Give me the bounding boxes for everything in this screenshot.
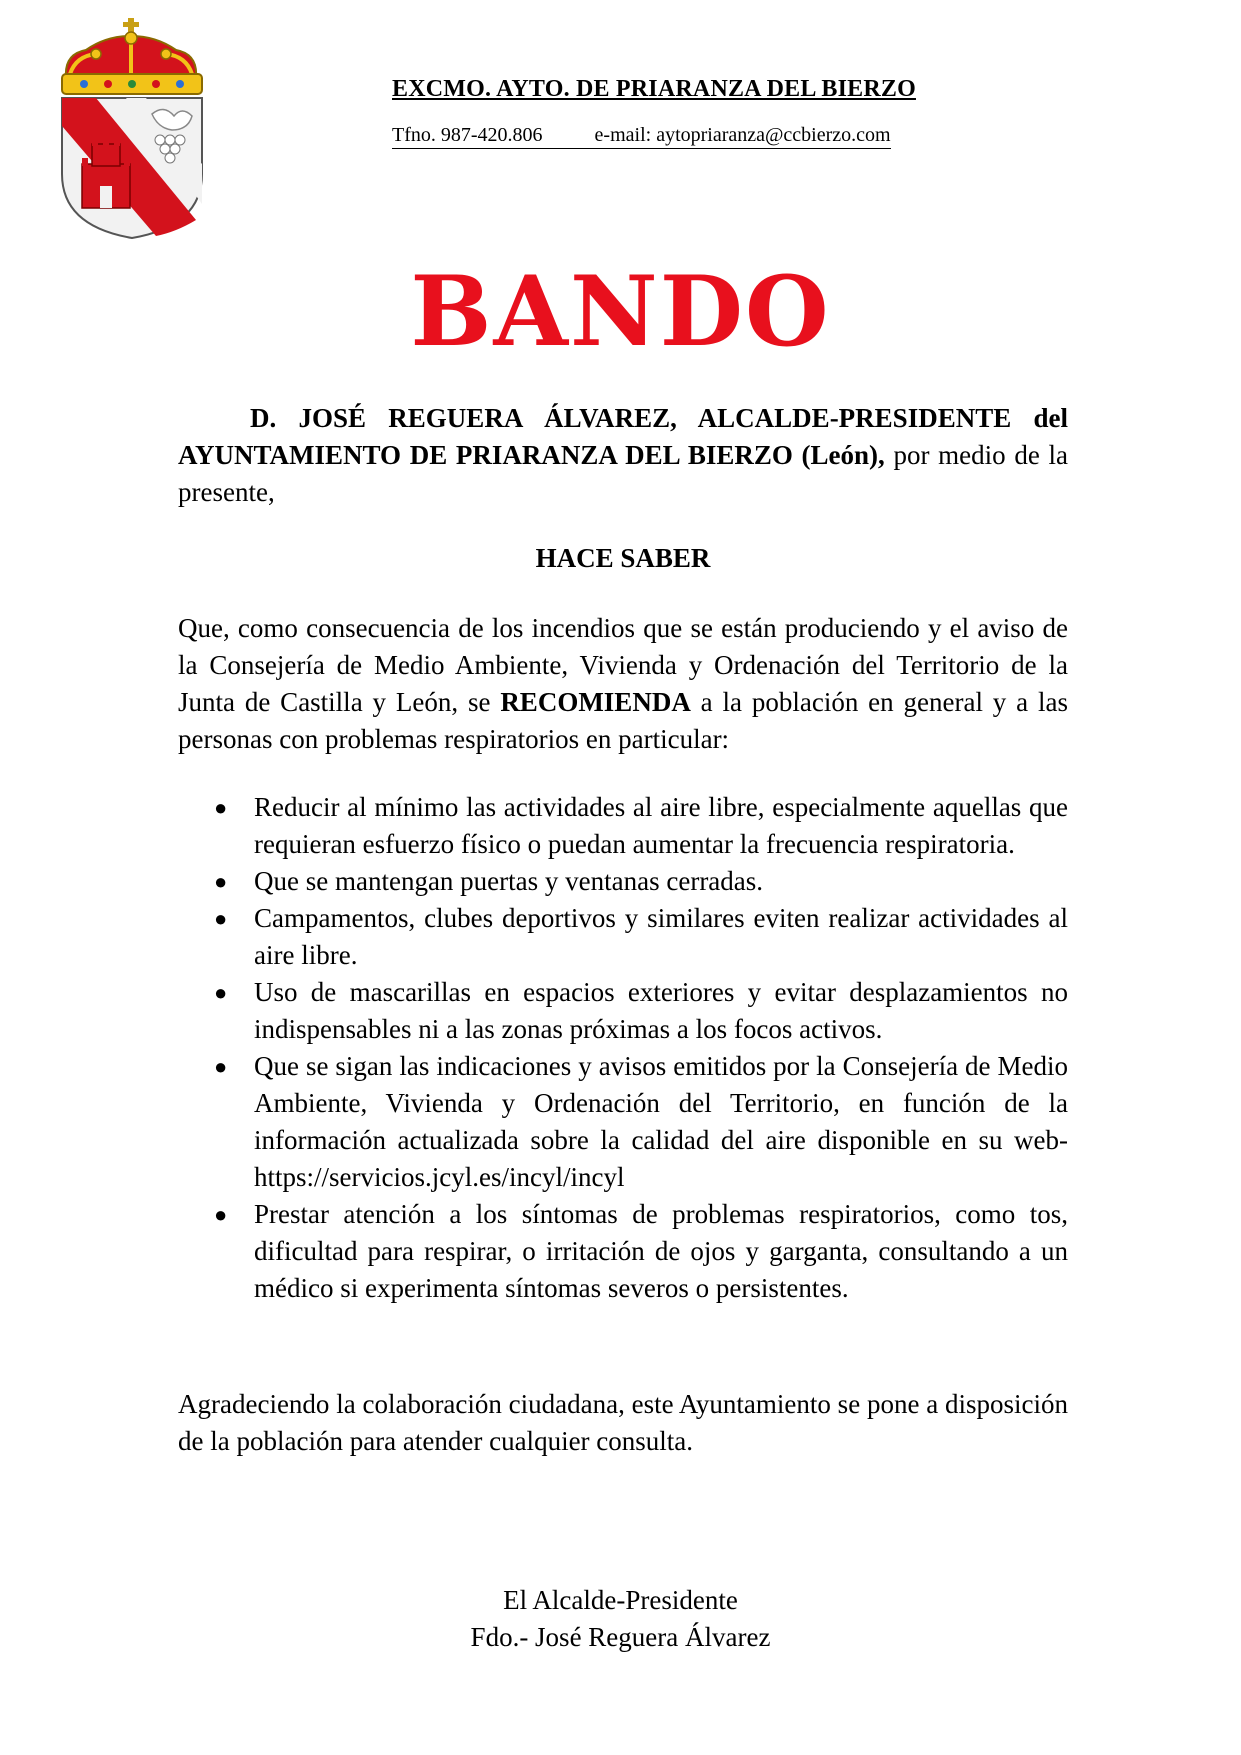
list-item-text: Que se mantengan puertas y ventanas cerradas. [254, 866, 764, 896]
body-paragraph [178, 610, 1068, 758]
bullet-icon: ● [214, 795, 228, 820]
body-part1: Que, como consecuencia de los incendios que se están produciendo y el aviso de la Consejería de Medio Ambiente, Vivienda y Ordenación del Territorio de la Junta de Castilla y León, se [178, 613, 1068, 717]
recommendation-list [178, 789, 1068, 1307]
bullet-icon: ● [214, 980, 228, 1005]
list-item-text: Uso de mascarillas en espacios exteriores y evitar desplazamientos no indispensables ni a las zonas próximas a los focos activos. [254, 977, 1068, 1044]
list-item [178, 1196, 1068, 1307]
list-item-text: Prestar atención a los síntomas de problemas respiratorios, como tos, dificultad para respirar, o irritación de ojos y garganta, consultando a un médico si experimenta síntomas severos o persistentes. [254, 1199, 1068, 1303]
list-item-text: Reducir al mínimo las actividades al aire libre, especialmente aquellas que requieran esfuerzo físico o puedan aumentar la frecuencia respiratoria. [254, 792, 1068, 859]
section-heading: HACE SABER [535, 543, 711, 573]
intro-bold: D. JOSÉ REGUERA ÁLVAREZ, ALCALDE-PRESIDENTE del AYUNTAMIENTO DE PRIARANZA DEL BIERZO (León), [178, 403, 1068, 470]
intro-regular: por medio de la presente, [178, 440, 1068, 507]
list-item [178, 900, 1068, 974]
document-title: BANDO [410, 255, 831, 368]
list-item [178, 789, 1068, 863]
phone-number: Tfno. 987-420.806 [392, 124, 543, 146]
list-item [178, 863, 1068, 900]
body-part2: a la población en general y a las personas con problemas respiratorios en particular: [178, 687, 1068, 754]
closing-paragraph: Agradeciendo la colaboración ciudadana, este Ayuntamiento se pone a disposición de la población para atender cualquier consulta. [178, 1389, 1068, 1456]
email-address: e-mail: aytopriaranza@ccbierzo.com [594, 124, 891, 146]
bullet-icon: ● [214, 869, 228, 894]
list-item-text: Campamentos, clubes deportivos y similares eviten realizar actividades al aire libre. [254, 903, 1068, 970]
crown-icon [62, 18, 202, 94]
body-bold: RECOMIENDA [500, 687, 691, 717]
coat-of-arms-icon [56, 14, 208, 244]
council-name: EXCMO. AYTO. DE PRIARANZA DEL BIERZO [392, 76, 916, 102]
signature-name: Fdo.- José Reguera Álvarez [470, 1622, 771, 1652]
list-item [178, 974, 1068, 1048]
contact-line [392, 124, 891, 149]
list-item [178, 1048, 1068, 1196]
intro-paragraph [178, 400, 1068, 511]
signature-role: El Alcalde-Presidente [503, 1585, 738, 1615]
bullet-icon: ● [214, 1202, 228, 1227]
bullet-icon: ● [214, 906, 228, 931]
list-item-text: Que se sigan las indicaciones y avisos emitidos por la Consejería de Medio Ambiente, Vivienda y Ordenación del Territorio, en función de la información actualizada sobre la calidad del aire disponible en su web- https://servicios.jcyl.es/incyl/incyl [254, 1051, 1068, 1192]
bullet-icon: ● [214, 1054, 228, 1079]
